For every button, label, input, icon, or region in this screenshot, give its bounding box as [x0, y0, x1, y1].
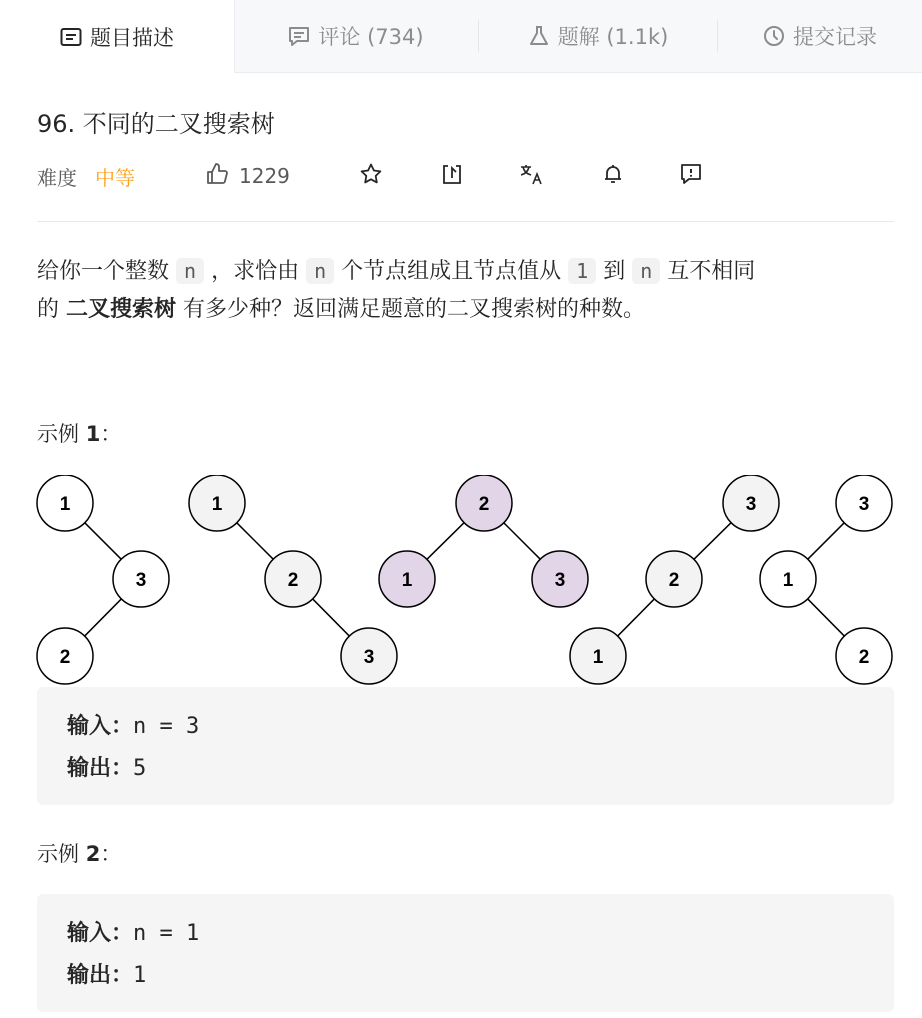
tree-edge — [237, 523, 273, 559]
tree-node-label: 1 — [592, 647, 604, 668]
tab-submissions-label: 提交记录 — [793, 25, 877, 49]
divider — [37, 221, 894, 222]
example-1-title: 示例 1： — [37, 422, 122, 446]
tree-edge — [808, 599, 845, 636]
tree-node-label: 1 — [211, 494, 223, 515]
tree-node-label: 3 — [135, 570, 147, 591]
problem-description — [37, 252, 897, 329]
difficulty-label: 难度 — [37, 165, 77, 190]
tree-edge — [694, 523, 731, 560]
tree-node-label: 3 — [745, 494, 757, 515]
inline-code: n — [306, 258, 334, 284]
tab-solutions[interactable] — [479, 0, 717, 72]
inline-code: n — [176, 258, 204, 284]
tree-node-label: 2 — [858, 647, 870, 668]
tree-node-label: 2 — [668, 570, 680, 591]
tree-node-label: 1 — [782, 570, 794, 591]
tree-node-label: 1 — [59, 494, 71, 515]
comment-icon — [288, 25, 310, 47]
tab-submissions[interactable] — [718, 0, 922, 72]
example-2-title: 示例 2： — [37, 842, 122, 866]
tree-node-label: 1 — [401, 570, 413, 591]
desc-text: ，求恰由 — [211, 259, 300, 284]
notify-button[interactable] — [601, 162, 625, 191]
problem-title: 96. 不同的二叉搜索树 — [37, 110, 275, 138]
inline-code: 1 — [568, 258, 596, 284]
tab-bar — [0, 0, 922, 73]
translate-icon — [519, 162, 545, 191]
thumbs-up-icon — [205, 162, 229, 191]
desc-bold-term: 二叉搜索树 — [66, 297, 177, 322]
tree-node-label: 3 — [363, 647, 375, 668]
desc-text: 个节点组成且节点值从 — [341, 259, 562, 284]
tab-description-label: 题目描述 — [90, 25, 174, 50]
tab-comments-label: 评论 (734) — [318, 25, 424, 49]
tree-node-label: 3 — [554, 570, 566, 591]
tree-edge — [85, 599, 122, 636]
example-2-output: 输出：1 — [67, 963, 147, 988]
feedback-icon — [679, 162, 703, 191]
star-icon — [359, 162, 383, 191]
feedback-button[interactable] — [679, 162, 703, 191]
desc-text: 互不相同 — [667, 259, 756, 284]
difficulty-badge: 中等 — [95, 165, 135, 190]
description-icon — [60, 27, 82, 47]
tree-edge — [504, 523, 540, 559]
bell-icon — [601, 162, 625, 191]
tree-edge — [85, 523, 121, 559]
tree-node-label: 2 — [478, 494, 490, 515]
example-1-block — [37, 687, 894, 805]
desc-text: 有多少种？返回满足题意的二叉搜索树的种数。 — [183, 297, 646, 322]
tab-comments[interactable] — [234, 0, 478, 72]
tree-node-label: 3 — [858, 494, 870, 515]
bst-diagram — [34, 475, 900, 691]
example-2-input: 输入：n = 1 — [67, 921, 200, 946]
tab-solutions-label: 题解 (1.1k) — [557, 25, 669, 49]
tab-description[interactable] — [0, 0, 235, 73]
like-button[interactable] — [205, 162, 290, 191]
desc-text: 的 — [37, 297, 60, 322]
example-1-input: 输入：n = 3 — [67, 714, 200, 739]
inline-code: n — [632, 258, 660, 284]
tree-node-label: 2 — [59, 647, 71, 668]
like-count: 1229 — [239, 164, 290, 188]
favorite-button[interactable] — [359, 162, 383, 191]
tree-edge — [427, 523, 464, 560]
translate-button[interactable] — [519, 162, 545, 191]
flask-icon — [528, 25, 550, 47]
share-button[interactable] — [440, 162, 464, 191]
problem-meta — [37, 158, 897, 194]
desc-text: 给你一个整数 — [37, 259, 170, 284]
tree-edge — [313, 599, 350, 636]
tree-node-label: 2 — [287, 570, 299, 591]
tree-edge — [618, 599, 655, 636]
desc-text: 到 — [603, 259, 626, 284]
clock-icon — [763, 25, 785, 47]
tree-edge — [808, 523, 844, 559]
share-icon — [440, 162, 464, 191]
example-1-output: 输出：5 — [67, 756, 147, 781]
example-2-block — [37, 894, 894, 1012]
